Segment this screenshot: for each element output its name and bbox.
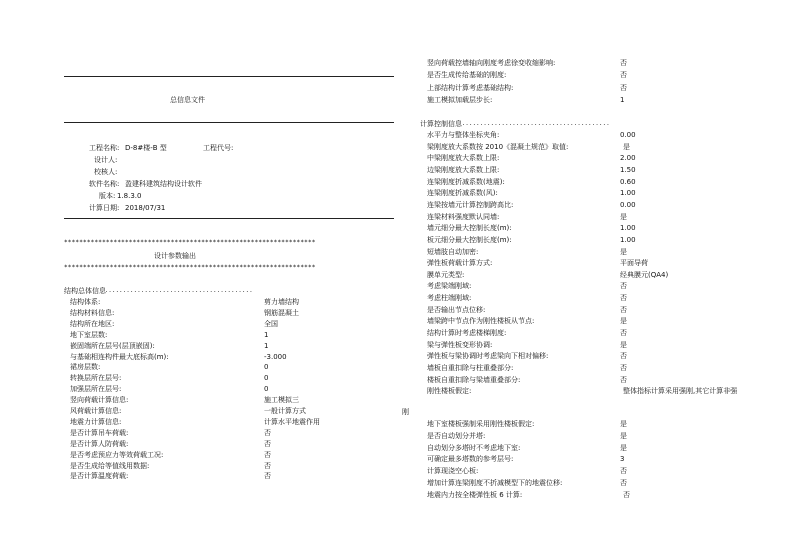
param-value: 2.00 (620, 154, 636, 163)
stray-char: 刚 (402, 408, 409, 416)
project-name-label: 工程名称: (89, 144, 120, 152)
param-label: 上部结构计算考虑基础结构: (427, 83, 514, 92)
param-label: 竖向荷载控墙轴向刚度考虑徐变收缩影响: (427, 59, 556, 67)
document-title: 总信息文件 (170, 96, 205, 104)
structure-section-heading: 结构总体信息 (64, 287, 106, 295)
param-label: 风荷载计算信息: (70, 407, 122, 415)
software-label: 软件名称: (89, 180, 120, 188)
header-bottom-rule (64, 218, 394, 219)
top-rule (64, 76, 394, 77)
checker-label: 校核人: (94, 168, 118, 176)
date-value: 2018/07/31 (125, 204, 166, 212)
param-value: 1 (264, 330, 269, 339)
param-label: 地震内力按全楼弹性板 6 计算: (427, 490, 523, 499)
param-value: 否 (620, 59, 627, 67)
param-value: 否 (620, 364, 627, 372)
param-label: 墙元细分最大控制长度(m): (427, 224, 512, 233)
param-value: 1 (264, 341, 269, 350)
param-label: 是否生成传给基础的刚度: (427, 71, 507, 80)
param-value: 1 (620, 95, 625, 104)
software-value: 盈建科建筑结构设计软件 (125, 180, 202, 188)
param-value: 施工模拟三 (264, 396, 299, 405)
param-value: 否 (623, 490, 630, 499)
param-label: 裙房层数: (70, 363, 101, 372)
param-value: 1.00 (620, 224, 636, 233)
param-value: 否 (620, 294, 627, 303)
star-rule-bottom: ****************************************************************** (64, 264, 316, 271)
param-value: 否 (620, 352, 627, 361)
param-value: 是 (620, 443, 627, 452)
param-value: 是 (620, 431, 627, 440)
param-label: 是否生成给等值线用数据: (70, 461, 150, 470)
param-label: 板元细分最大控制长度(m): (427, 235, 512, 244)
param-value: 否 (264, 461, 271, 470)
param-value: 平面导荷 (620, 259, 648, 268)
param-value: 1.00 (620, 189, 636, 198)
param-label: 是否计算温度荷载: (70, 472, 129, 481)
param-label: 连梁按墙元计算控制跨高比: (427, 200, 514, 209)
param-label: 结构材料信息: (70, 308, 115, 317)
param-label: 水平力与整体坐标夹角: (427, 131, 500, 139)
param-value: 0 (264, 374, 269, 383)
param-value: 否 (620, 329, 627, 338)
param-value: 3 (620, 455, 625, 464)
param-label: 中梁刚度放大系数上限: (427, 154, 500, 163)
param-label: 地下室层数: (70, 330, 108, 339)
param-value: 0.00 (620, 200, 636, 209)
date-label: 计算日期: (89, 204, 120, 212)
param-value: 否 (620, 282, 627, 291)
param-label: 嵌固端所在层号(层顶嵌固): (70, 341, 155, 350)
param-label: 结构计算时考虑楼梯刚度: (427, 329, 507, 338)
param-value: -3.000 (264, 352, 287, 361)
param-value: 否 (264, 450, 271, 459)
param-label: 结构体系: (70, 298, 101, 306)
structure-heading-dots: .......................................... (101, 287, 253, 294)
param-value: 是 (620, 317, 627, 326)
param-label: 楼板自重扣除与梁墙重叠部分: (427, 375, 521, 384)
param-value: 0.00 (620, 131, 636, 139)
param-value: 钢筋混凝土 (264, 308, 299, 317)
param-label: 刚性楼板假定: (427, 387, 472, 396)
project-code-label: 工程代号: (203, 144, 234, 152)
param-label: 墙板自重扣除与柱重叠部分: (427, 364, 514, 372)
param-label: 短墙肢自动加密: (427, 247, 479, 256)
design-params-title: 设计参数输出 (154, 252, 196, 260)
param-value: 否 (264, 428, 271, 437)
param-label: 墙梁跨中节点作为刚性楼板从节点: (427, 317, 535, 326)
param-value: 是 (620, 340, 627, 349)
param-label: 可确定最多塔数的参考层号: (427, 455, 514, 464)
param-value: 全国 (264, 319, 278, 328)
param-label: 连梁材料强度默认同墙: (427, 212, 500, 221)
param-value: 否 (620, 305, 627, 314)
param-value: 剪力墙结构 (264, 298, 299, 306)
param-value: 否 (620, 83, 627, 92)
param-value: 是 (620, 420, 627, 428)
star-rule-top: ****************************************************************** (64, 239, 316, 246)
version-value: 1.8.3.0 (117, 192, 142, 200)
param-label: 地下室楼板强制采用刚性楼板假定: (427, 420, 535, 428)
param-value: 否 (620, 71, 627, 80)
param-value: 否 (620, 375, 627, 384)
param-label: 自动划分多塔时不考虑地下室: (427, 443, 521, 452)
param-value: 0 (264, 363, 269, 372)
param-value: 是 (623, 142, 630, 151)
param-label: 是否计算人防荷载: (70, 439, 129, 448)
param-value: 否 (620, 467, 627, 476)
param-label: 膜单元类型: (427, 270, 465, 279)
param-label: 地震力计算信息: (70, 417, 122, 426)
param-label: 连梁刚度折减系数(风): (427, 189, 498, 198)
param-label: 弹性板荷载计算方式: (427, 259, 493, 268)
param-label: 考虑梁端刚域: (427, 282, 472, 291)
project-name-value: D-8#楼-B 型 (125, 144, 167, 152)
param-label: 边梁刚度放大系数上限: (427, 165, 500, 174)
param-label: 施工模拟加载层步长: (427, 95, 493, 104)
param-label: 计算现浇空心板: (427, 467, 479, 476)
param-label: 弹性板与梁协调时考虑梁向下相对偏移: (427, 352, 549, 361)
param-value: 1.00 (620, 235, 636, 244)
param-label: 增加计算连梁刚度不折减模型下的地震位移: (427, 479, 563, 487)
designer-label: 设计人: (94, 156, 118, 164)
param-label: 考虑柱端刚域: (427, 294, 472, 303)
param-value: 经典膜元(QA4) (620, 270, 669, 279)
param-label: 是否输出节点位移: (427, 305, 486, 314)
param-label: 是否计算吊车荷载: (70, 428, 129, 437)
param-value: 计算水平地震作用 (264, 417, 320, 426)
param-label: 结构所在地区: (70, 319, 115, 328)
param-value: 1.50 (620, 165, 636, 174)
param-value: 一般计算方式 (264, 407, 306, 415)
version-label: 版本: (99, 192, 116, 200)
param-value: 0 (264, 385, 269, 394)
param-label: 连梁刚度折减系数(地震): (427, 177, 505, 186)
param-label: 是否自动划分并塔: (427, 431, 486, 440)
param-label: 转换层所在层号: (70, 374, 122, 383)
param-value: 否 (264, 439, 271, 448)
calc-heading-dots: .......................................... (458, 120, 610, 127)
param-value: 整体指标计算采用强刚,其它计算非强 (623, 387, 738, 396)
calc-section-heading: 计算控制信息 (420, 120, 462, 128)
param-value: 否 (620, 479, 627, 487)
param-value: 否 (264, 472, 271, 481)
param-value: 是 (620, 247, 627, 256)
param-label: 梁刚度放大系数按 2010《混凝土规范》取值: (427, 142, 569, 151)
param-value: 是 (620, 212, 627, 221)
param-label: 与基础相连构件最大底标高(m): (70, 352, 169, 361)
title-rule (64, 122, 394, 123)
param-value: 0.60 (620, 177, 636, 186)
param-label: 加强层所在层号: (70, 385, 122, 394)
param-label: 梁与弹性板变形协调: (427, 340, 493, 349)
param-label: 竖向荷载计算信息: (70, 396, 129, 405)
param-label: 是否考虑预应力等效荷载工况: (70, 450, 164, 459)
